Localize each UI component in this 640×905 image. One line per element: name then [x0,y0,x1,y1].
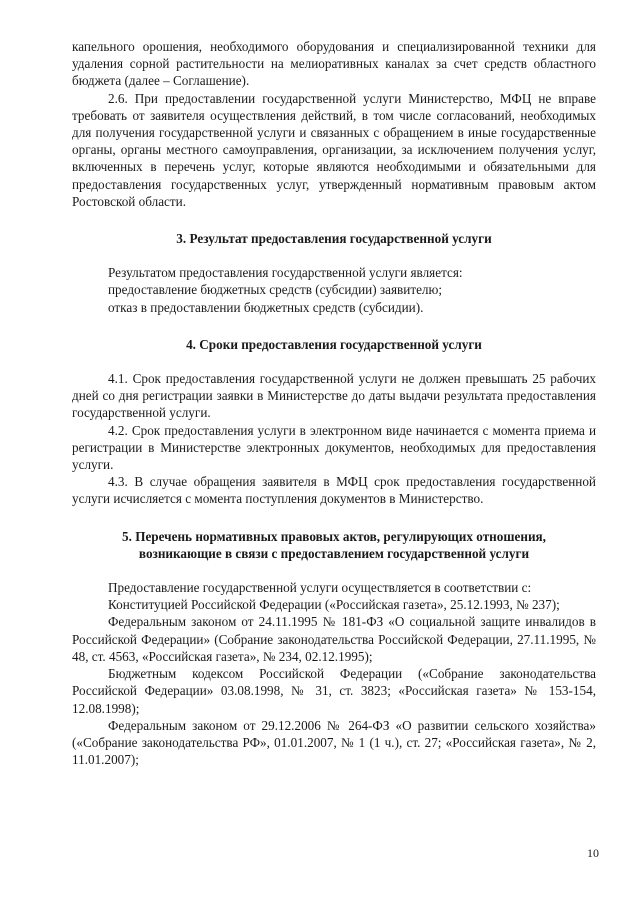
section-3-line: предоставление бюджетных средств (субсидии) заявителю; [108,282,443,298]
document-page [72,38,596,768]
section-3-heading: 3. Результат предоставления государственной услуги [176,231,492,247]
section-5-heading-line-2: возникающие в связи с предоставлением государственной услуги [138,545,530,561]
paragraph-2-6: 2.6. При предоставлении государственной услуги Министерство, МФЦ не вправе требовать от заявителя осуществления действий, в том числе согласований, необходимых для получения государственной услуги и связанных с обращением в иные государственные органы, органы местного самоуправления, организации, за исключением получения услуг, включенных в перечень услуг, которые являются необходимыми и обязательными для предоставления государственных услуг, утвержденный нормативным правовым актом Ростовской области. [72,90,596,209]
section-4-heading: 4. Сроки предоставления государственной услуги [186,336,482,352]
paragraph-4-2: 4.2. Срок предоставления услуги в электронном виде начинается с момента приема и регистрации в Министерстве электронных документов, необходимых для предоставления услуги. [72,422,596,473]
section-5-paragraph: Федеральным законом от 24.11.1995 № 181-ФЗ «О социальной защите инвалидов в Российской Федерации» (Собрание законодательства Российской Федерации, 27.11.1995, № 48, ст. 4563, «Российская газета», № 234, 02.12.1995); [72,614,596,664]
intro-paragraph: капельного орошения, необходимого оборудования и специализированной техники для удаления сорной растительности на мелиоративных каналах за счет средств областного бюджета (далее – Соглашение). [72,39,596,89]
section-5-paragraph: Бюджетным кодексом Российской Федерации («Собрание законодательства Российской Федерации» 03.08.1998, № 31, ст. 3823; «Российская газета» № 153-154, 12.08.1998); [72,666,596,716]
section-5-heading-line-1: 5. Перечень нормативных правовых актов, регулирующих отношения, [122,528,546,544]
section-3-line: отказ в предоставлении бюджетных средств (субсидии). [108,299,424,315]
paragraph-4-3: 4.3. В случае обращения заявителя в МФЦ срок предоставления государственной услуги исчисляется с момента поступления документов в Министерство. [72,474,596,507]
section-3-line: Результатом предоставления государственной услуги является: [108,265,463,281]
section-5-paragraph: Предоставление государственной услуги осуществляется в соответствии с: [108,580,532,596]
paragraph-4-1: 4.1. Срок предоставления государственной услуги не должен превышать 25 рабочих дней со дня регистрации заявки в Министерстве до даты выдачи результата предоставления государственной услуги. [72,371,596,421]
section-5-paragraph: Федеральным законом от 29.12.2006 № 264-ФЗ «О развитии сельского хозяйства» («Собрание законодательства РФ», 01.01.2007, № 1 (1 ч.), ст. 27; «Российская газета», № 2, 11.01.2007); [72,717,596,768]
page-number: 10 [587,846,599,860]
section-5-paragraph: Конституцией Российской Федерации («Российская газета», 25.12.1993, № 237); [108,597,560,613]
